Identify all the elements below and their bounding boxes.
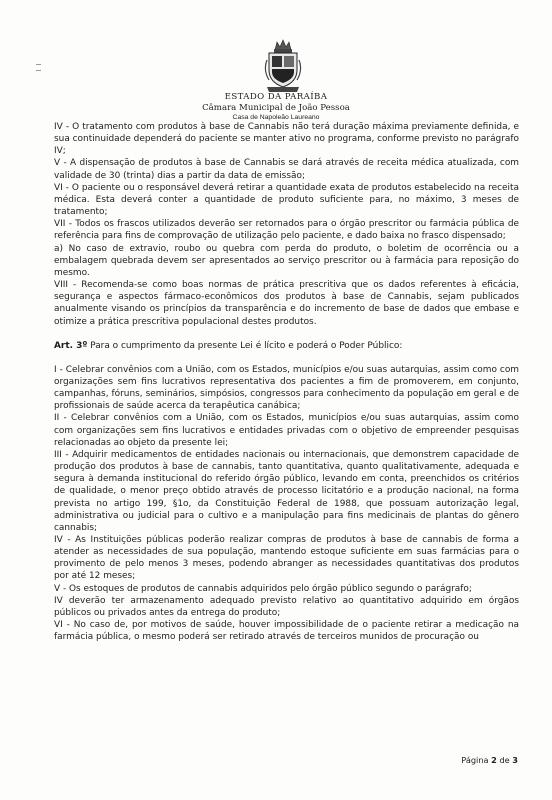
article-3-item-i: I - Celebrar convênios com a União, com os Estados, municípios e/ou suas autarquias, assim como com organizações sem fins lucrativos representativa dos pacientes a fim de promoverem, em conjunto, campanhas, fóruns, seminários, simpósios, congressos para conhecimento da população em geral e de profissionais de saúde acerca da terapêutica canábica; [54, 364, 519, 412]
page-number [461, 755, 518, 765]
article-3-heading [54, 340, 519, 352]
current-page: 2 [491, 755, 497, 765]
article-3-text: Para o cumprimento da presente Lei é lícito e poderá o Poder Público: [87, 340, 403, 351]
article-3-item-vi: VI - No caso de, por motivos de saúde, houver impossibilidade de o paciente retirar a medicação na farmácia pública, o mesmo poderá ser retirado através de terceiros munidos de procuração ou [54, 620, 519, 643]
document-body [54, 121, 519, 643]
page-label: Página [461, 755, 492, 765]
article-3-item-v-cont: IV deverão ter armazenamento adequado previsto relativo ao quantitativo adquirido em órgãos públicos ou privados antes da entrega do produto; [54, 595, 519, 618]
article-3-item-v: V - Os estoques de produtos de cannabis adquiridos pelo órgão público segundo o parágrafo; [54, 583, 472, 594]
document-header [0, 92, 552, 122]
article-3-label: Art. 3º [54, 340, 88, 351]
paragraph-viii: VIII - Recomenda-se como boas normas de prática prescritiva que os dados referentes à eficácia, segurança e aspectos fármaco-econômicos dos produtos à base de Cannabis, sejam publicados anualmente visando os princípios da transparência e do incremento de base de dados que embase e otimize a prática prescritiva populacional destes produtos. [54, 280, 519, 327]
scan-mark [36, 64, 41, 65]
chamber-name: Câmara Municipal de João Pessoa [202, 103, 350, 113]
paragraph-vi: VI - O paciente ou o responsável deverá retirar a quantidade exata de produtos estabelecido na receita médica. Esta deverá conter a quantidade de produto suficiente para, no máximo, 3 meses de tratamento; [54, 182, 519, 218]
municipal-crest-icon [263, 34, 303, 94]
total-pages: 3 [512, 755, 518, 765]
article-3-item-ii: II - Celebrar convênios com a União, com os Estados, municípios e/ou suas autarquias, assim como com organizações sem fins lucrativos e entidades privadas com o objetivo de empreender pesquisas relacionadas ao objeto da presente lei; [54, 413, 519, 448]
article-3-item-iii: III - Adquirir medicamentos de entidades nacionais ou internacionais, que demonstrem capacidade de produção dos produtos à base de cannabis, tanto quantitativa, quanto qualitativamente, adequada e segura à demanda institucional do referido órgão público, levando em conta, preenchidos os critérios de qualidade, o menor preço obtido através de processo licitatório e a produção nacional, na forma prevista no artigo 199, §1o, da Constituição Federal de 1988, que possuam autorização legal, administrativa ou judicial para o cultivo e a manipulação para fins medicinais de plantas do gênero cannabis; [54, 449, 519, 533]
state-name: ESTADO DA PARAÍBA [224, 92, 328, 102]
page-separator: de [496, 755, 513, 765]
paragraph-iv: IV - O tratamento com produtos à base de Cannabis não terá duração máxima previamente definida, e sua continuidade dependerá do paciente se manter ativo no programa, conforme previsto no parágrafo IV; [54, 122, 519, 157]
scan-mark [36, 70, 41, 71]
paragraph-v: V - A dispensação de produtos à base de Cannabis se dará através de receita médica atualizada, com validade de 30 (trinta) dias a partir da data de emissão; [54, 158, 519, 181]
article-3-item-iv: IV - As Instituições públicas poderão realizar compras de produtos à base de cannabis de forma a atender as necessidades de sua população, mantendo estoque suficiente em suas farmácias para o provimento de pelo menos 3 meses, podendo abranger as necessidades quantitativas dos produtos por até 12 meses; [54, 535, 519, 582]
house-name: Casa de Napoleão Laureano [232, 114, 320, 121]
paragraph-vii: VII - Todos os frascos utilizados deverão ser retornados para o órgão prescritor ou farmácia pública de referência para fins de comprovação de utilização pelo paciente, e dado baixa no frasco dispensado; [54, 219, 519, 242]
paragraph-vii-a: a) No caso de extravio, roubo ou quebra com perda do produto, o boletim de ocorrência ou a embalagem quebrada devem ser apresentados ao serviço prescritor ou à farmácia para reposição do mesmo. [54, 243, 519, 278]
